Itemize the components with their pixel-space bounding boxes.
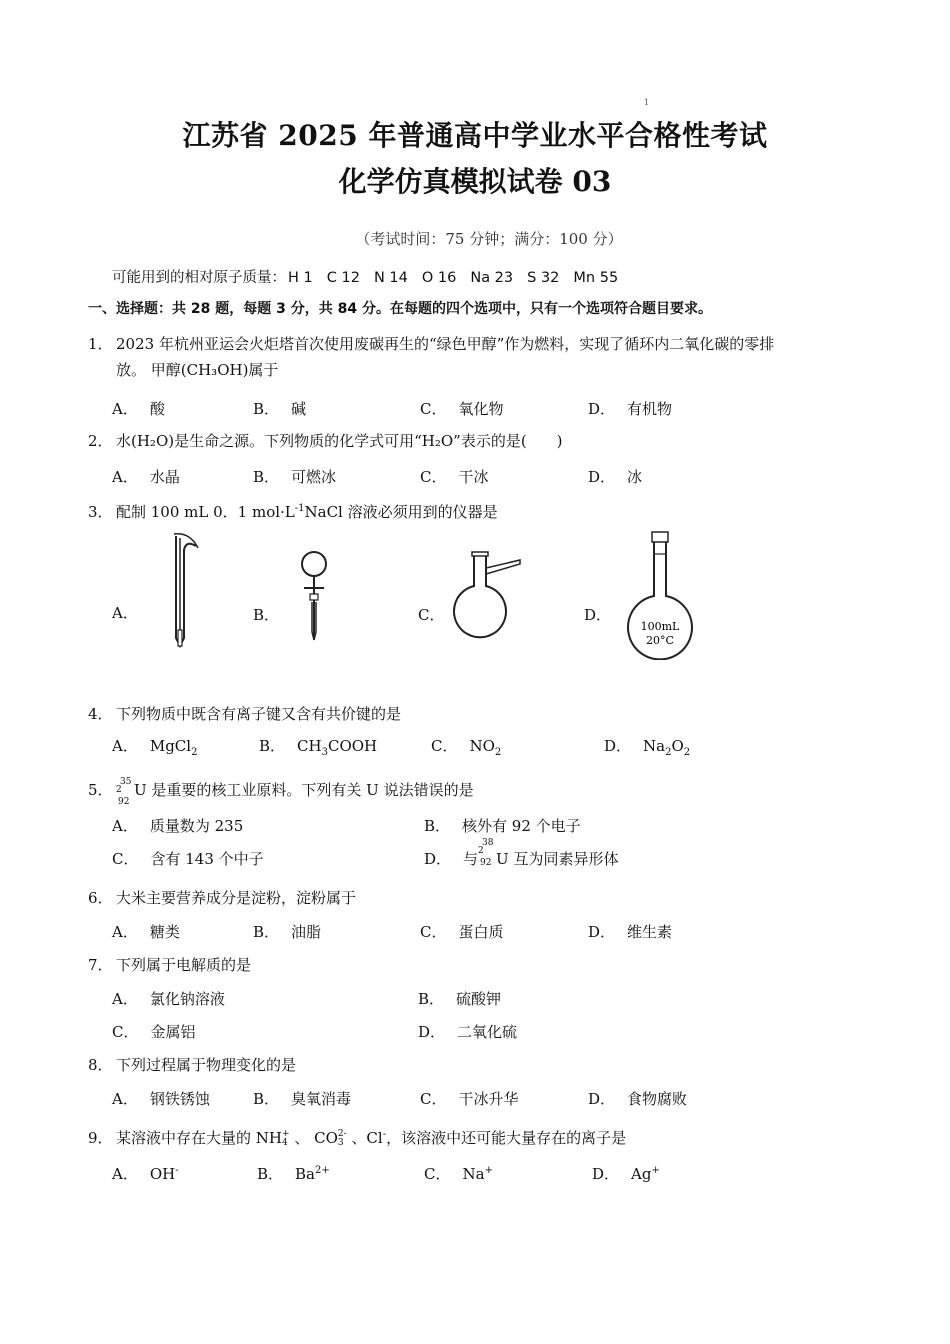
option-text: 酸 <box>149 400 165 418</box>
atomic-masses <box>112 266 632 287</box>
q5-option-d[interactable] <box>424 838 619 870</box>
q5-option-b[interactable] <box>424 815 581 836</box>
ion-charge: 2+ <box>315 1165 330 1176</box>
section-heading: 一、选择题：共 28 题，每题 3 分，共 84 分。在每题的四个选项中，只有一个选项符合题目要求。 <box>88 301 712 317</box>
option-text: 蛋白质 <box>458 923 504 941</box>
ion-charge: + <box>282 1129 290 1139</box>
formula: OH <box>149 1165 176 1183</box>
question-2 <box>88 428 563 454</box>
option-letter: A． <box>112 468 138 486</box>
atomic-mass-o: O 16 <box>421 270 457 286</box>
flask-temp-label: 20°C <box>646 634 674 647</box>
atomic-mass-h: H 1 <box>288 270 313 286</box>
q1-option-a[interactable] <box>112 398 165 419</box>
subscript: 2 <box>494 747 502 758</box>
option-letter: A． <box>112 923 138 941</box>
option-text: 食物腐败 <box>627 1090 688 1108</box>
option-text: 臭氧消毒 <box>291 1090 352 1108</box>
option-letter: C． <box>420 468 447 486</box>
option-letter: B． <box>424 817 451 835</box>
question-1 <box>88 331 774 383</box>
option-letter: D． <box>592 1165 620 1183</box>
condenser-icon <box>160 530 210 652</box>
option-text: 二氧化硫 <box>457 1023 518 1041</box>
option-text: 干冰 <box>458 468 489 486</box>
option-letter: B． <box>253 400 280 418</box>
question-number: 1． <box>88 335 113 353</box>
option-letter: C． <box>420 400 447 418</box>
q6-option-a[interactable] <box>112 921 180 942</box>
ion-ammonium: NH <box>255 1129 282 1147</box>
option-text: 与 <box>463 850 479 868</box>
atomic-number: 92 <box>118 797 130 807</box>
question-number: 8． <box>88 1056 113 1074</box>
question-number: 9． <box>88 1129 113 1147</box>
q9-option-a[interactable] <box>112 1163 179 1184</box>
option-letter: D． <box>588 468 616 486</box>
option-text: 糖类 <box>149 923 180 941</box>
exam-title-line2: 化学仿真模拟试卷 03 <box>338 165 612 198</box>
atomic-mass-c: C 12 <box>326 270 360 286</box>
q5-option-c[interactable] <box>112 848 264 869</box>
option-text: 核外有 92 个电子 <box>462 817 581 835</box>
formula: CH <box>297 737 322 755</box>
ion-charge: - <box>382 1129 387 1140</box>
q3-option-a[interactable] <box>112 602 138 623</box>
option-text: 氧化物 <box>458 400 504 418</box>
q1-option-d[interactable] <box>588 398 672 419</box>
option-text: 金属铝 <box>150 1023 196 1041</box>
q3-option-b[interactable] <box>253 604 279 625</box>
option-text: 氯化钠溶液 <box>149 990 225 1008</box>
option-text: 含有 143 个中子 <box>150 850 264 868</box>
option-letter: C． <box>112 1023 139 1041</box>
q2-option-c[interactable] <box>420 466 489 487</box>
option-letter: B． <box>253 606 280 624</box>
option-letter: C． <box>420 923 447 941</box>
option-letter: A． <box>112 400 138 418</box>
option-letter: C． <box>112 850 139 868</box>
atomic-mass-mn: Mn 55 <box>573 270 619 286</box>
page-mark: 1 <box>644 98 650 107</box>
distillation-flask-icon <box>450 548 526 640</box>
flask-volume-label: 100mL <box>640 620 680 633</box>
option-letter: B． <box>253 923 280 941</box>
q8-option-d[interactable] <box>588 1088 687 1109</box>
question-text-cont: NaCl 溶液必须用到的仪器是 <box>304 503 498 521</box>
ion-charge-stack <box>282 1130 290 1148</box>
option-text: 钢铁锈蚀 <box>149 1090 210 1108</box>
option-text: 有机物 <box>627 400 673 418</box>
question-text: 某溶液中存在大量的 <box>116 1129 256 1147</box>
option-text: 可燃冰 <box>291 468 337 486</box>
option-text: 干冰升华 <box>458 1090 519 1108</box>
ion-subscript: 4 <box>282 1138 288 1148</box>
q2-option-b[interactable] <box>253 466 336 487</box>
q9-option-b[interactable] <box>257 1163 330 1184</box>
formula: Ba <box>295 1165 315 1183</box>
ion-charge: + <box>484 1165 493 1176</box>
q2-option-a[interactable] <box>112 466 180 487</box>
question-text: 下列过程属于物理变化的是 <box>116 1056 297 1074</box>
ion-charge: - <box>175 1165 179 1176</box>
isotope-notation <box>116 777 134 807</box>
question-number: 3． <box>88 503 113 521</box>
subscript: 2 <box>191 747 198 758</box>
atomic-mass-n: N 14 <box>373 270 408 286</box>
formula-tail: COOH <box>327 737 378 755</box>
formula: NO <box>469 737 495 755</box>
option-letter: D． <box>604 737 632 755</box>
option-letter: D． <box>588 400 616 418</box>
question-9 <box>88 1122 626 1151</box>
question-number: 4． <box>88 705 113 723</box>
ion-carbonate: CO <box>314 1129 338 1147</box>
formula: Na <box>643 737 666 755</box>
option-letter: A． <box>112 737 138 755</box>
q4-option-b[interactable] <box>259 735 377 758</box>
q5-option-a[interactable] <box>112 815 243 836</box>
option-letter: A． <box>112 1165 138 1183</box>
mass-number-mid: 2 <box>478 846 484 856</box>
exam-info: （考试时间：75 分钟；满分：100 分） <box>355 230 623 248</box>
q7-option-d[interactable] <box>418 1021 517 1042</box>
option-letter: B． <box>259 737 286 755</box>
question-3 <box>88 496 498 525</box>
atomic-mass-s: S 32 <box>527 270 560 286</box>
q6-option-c[interactable] <box>420 921 504 942</box>
ion-charge: + <box>651 1165 660 1176</box>
question-7 <box>88 952 251 978</box>
option-letter: B． <box>418 990 445 1008</box>
ion-charge: 2- <box>337 1129 347 1139</box>
q8-option-b[interactable] <box>253 1088 351 1109</box>
option-letter: D． <box>584 606 612 624</box>
option-text: 冰 <box>627 468 643 486</box>
subscript: 2 <box>665 747 672 758</box>
question-8 <box>88 1052 296 1078</box>
option-letter: C． <box>431 737 458 755</box>
option-letter: B． <box>253 1090 280 1108</box>
option-text: 质量数为 235 <box>149 817 244 835</box>
formula: MgCl <box>149 737 192 755</box>
q2-option-d[interactable] <box>588 466 642 487</box>
option-text: 维生素 <box>627 923 673 941</box>
q4-option-a[interactable] <box>112 735 197 758</box>
mass-number-top: 38 <box>482 838 494 848</box>
option-letter: D． <box>418 1023 446 1041</box>
q4-option-c[interactable] <box>431 735 501 758</box>
option-text: 硫酸钾 <box>456 990 502 1008</box>
option-letter: C． <box>418 606 445 624</box>
option-letter: C． <box>420 1090 447 1108</box>
q7-option-b[interactable] <box>418 988 501 1009</box>
question-number: 6． <box>88 889 113 907</box>
ion-subscript: 3 <box>337 1138 344 1148</box>
formula: Na <box>462 1165 485 1183</box>
question-number: 2． <box>88 432 113 450</box>
superscript: -1 <box>294 503 305 514</box>
option-letter: B． <box>257 1165 284 1183</box>
q6-option-b[interactable] <box>253 921 321 942</box>
q9-option-c[interactable] <box>424 1163 493 1184</box>
q1-option-b[interactable] <box>253 398 306 419</box>
q8-option-c[interactable] <box>420 1088 519 1109</box>
formula: Ag <box>631 1165 652 1183</box>
volumetric-flask-icon <box>624 530 696 660</box>
option-text: 碱 <box>291 400 307 418</box>
separatory-funnel-icon <box>292 548 336 644</box>
q9-option-d[interactable] <box>592 1163 660 1184</box>
ion-chloride: 、Cl <box>346 1129 383 1147</box>
question-text-cont: 放。 甲醇(CH₃OH)属于 <box>116 361 279 379</box>
option-letter: A． <box>112 604 138 622</box>
ion-charge-stack <box>338 1130 347 1148</box>
option-letter: A． <box>112 1090 138 1108</box>
option-letter: B． <box>253 468 280 486</box>
question-number: 5． <box>88 781 113 799</box>
atomic-masses-label: 可能用到的相对原子质量： <box>112 270 286 286</box>
atomic-mass-na: Na 23 <box>470 270 514 286</box>
question-text: 配制 100 mL 0．1 mol·L <box>116 503 295 521</box>
q6-option-d[interactable] <box>588 921 672 942</box>
option-letter: D． <box>424 850 452 868</box>
q3-option-c[interactable] <box>418 604 444 625</box>
option-text-cont: U 互为同素异形体 <box>496 850 619 868</box>
option-letter: A． <box>112 817 138 835</box>
option-letter: D． <box>588 923 616 941</box>
q4-option-d[interactable] <box>604 735 690 758</box>
subscript: 2 <box>683 747 691 758</box>
q3-option-d[interactable] <box>584 604 611 625</box>
q7-option-a[interactable] <box>112 988 225 1009</box>
mass-number-mid: 2 <box>116 785 122 795</box>
question-4 <box>88 701 401 727</box>
question-text: 下列属于电解质的是 <box>116 956 252 974</box>
question-text: U 是重要的核工业原料。下列有关 U 说法错误的是 <box>134 781 474 799</box>
atomic-number: 92 <box>480 858 492 868</box>
isotope-notation <box>478 838 496 870</box>
option-letter: C． <box>424 1165 451 1183</box>
question-text: 下列物质中既含有离子键又含有共价键的是 <box>116 705 402 723</box>
subscript: 3 <box>321 747 328 758</box>
option-text: 水晶 <box>149 468 180 486</box>
formula-tail: O <box>671 737 684 755</box>
q8-option-a[interactable] <box>112 1088 210 1109</box>
separator: 、 <box>289 1129 315 1147</box>
question-5 <box>88 777 474 807</box>
exam-title-line1: 江苏省 2025 年普通高中学业水平合格性考试 <box>182 119 768 152</box>
option-text: 油脂 <box>291 923 322 941</box>
option-letter: A． <box>112 990 138 1008</box>
question-text-cont: ，该溶液中还可能大量存在的离子是 <box>386 1129 627 1147</box>
question-text: 大米主要营养成分是淀粉，淀粉属于 <box>116 889 357 907</box>
option-letter: D． <box>588 1090 616 1108</box>
question-text: 2023 年杭州亚运会火炬塔首次使用废碳再生的“绿色甲醇”作为燃料，实现了循环内二氧化碳的零排 <box>116 335 775 353</box>
question-6 <box>88 885 356 911</box>
q7-option-c[interactable] <box>112 1021 196 1042</box>
q1-option-c[interactable] <box>420 398 504 419</box>
question-text: 水(H₂O)是生命之源。下列物质的化学式可用“H₂O”表示的是( ) <box>116 432 563 450</box>
mass-number-top: 35 <box>120 777 132 787</box>
question-number: 7． <box>88 956 113 974</box>
